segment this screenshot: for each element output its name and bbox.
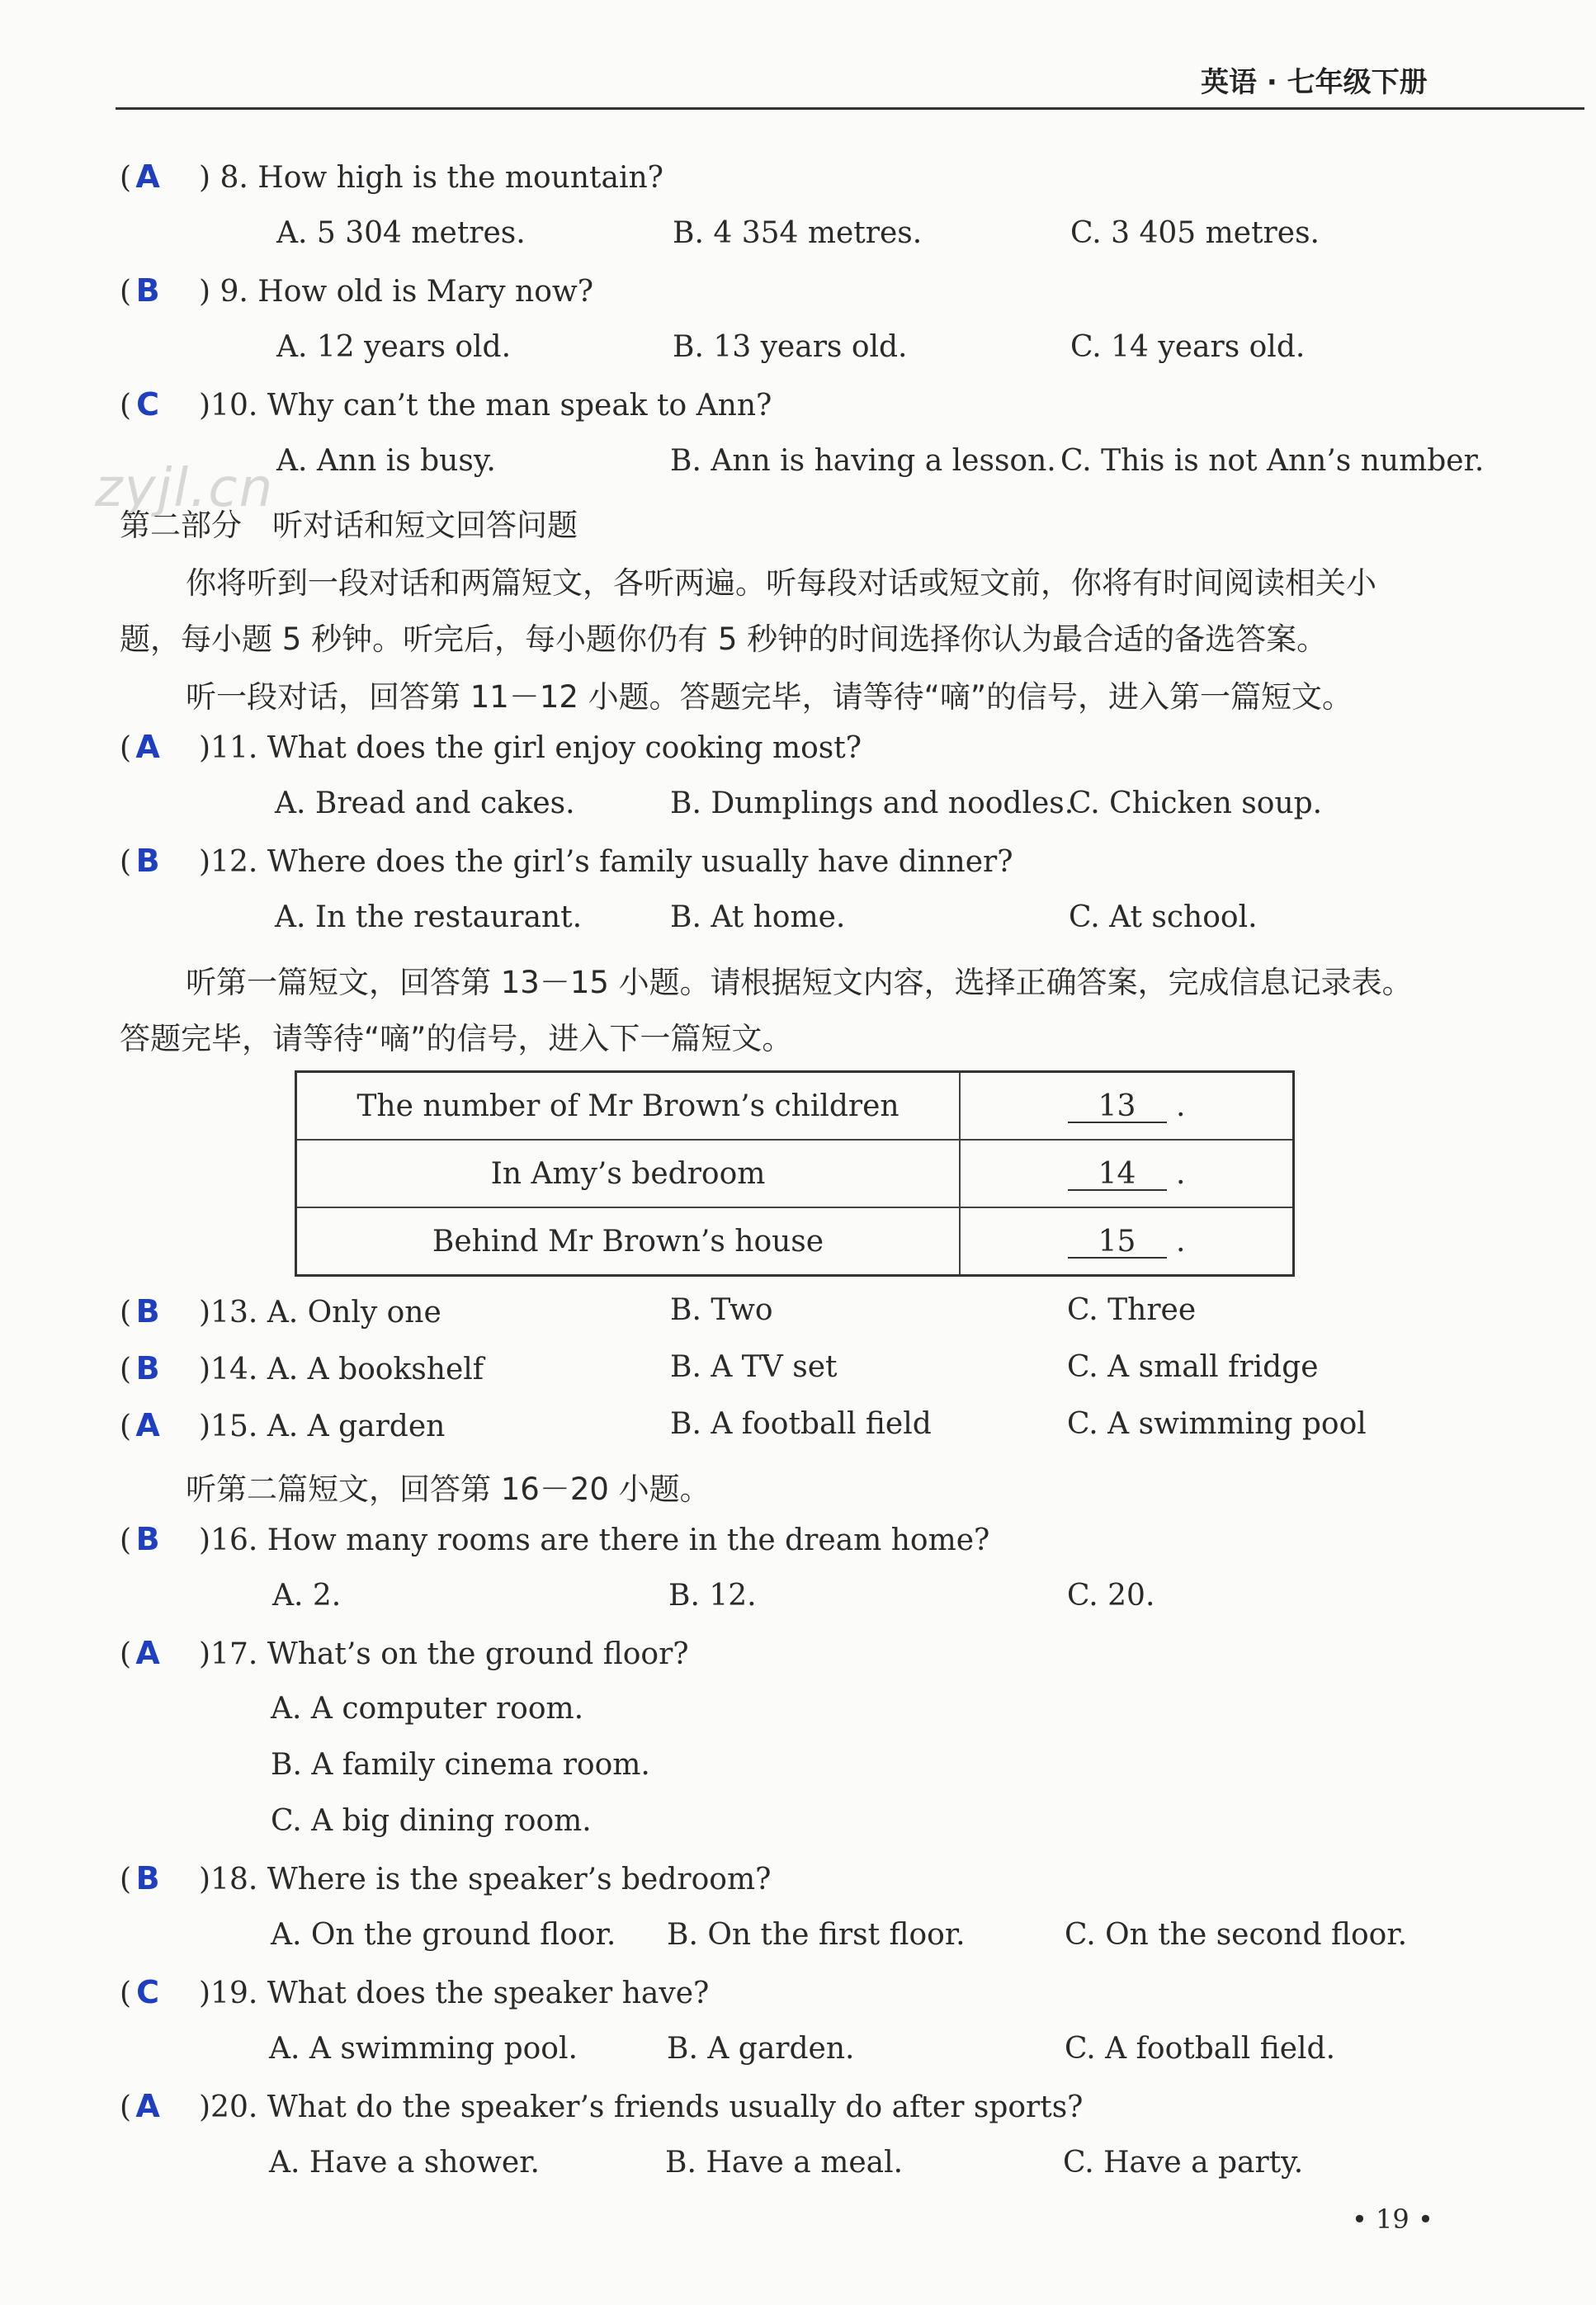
answer-14: B	[135, 1350, 160, 1386]
option: C. 14 years old.	[1070, 330, 1306, 364]
question-14: ( B )14. A. A bookshelf	[120, 1350, 484, 1386]
option: C. 3 405 metres.	[1070, 216, 1320, 250]
question-12: ( B )12. Where does the girl’s family usually have dinner?	[120, 843, 1013, 879]
question-19: ( C )19. What does the speaker have?	[120, 1974, 710, 2010]
answer-17: A	[135, 1635, 160, 1671]
question-18: ( B )18. Where is the speaker’s bedroom?	[120, 1860, 772, 1896]
option: B. 4 354 metres.	[673, 216, 923, 250]
watermark: zyjl.cn	[95, 458, 275, 519]
table-blank-cell: 14 .	[960, 1140, 1294, 1207]
option: A. Only one	[267, 1296, 441, 1330]
option: C. A football field.	[1065, 2032, 1336, 2066]
blank: 13	[1068, 1092, 1167, 1123]
table-label: In Amy’s bedroom	[296, 1140, 961, 1207]
answer-9: B	[135, 272, 160, 309]
option: A. Ann is busy.	[276, 444, 496, 478]
table-row	[296, 1207, 1294, 1276]
instruction-2a: 听第一篇短文，回答第 13－15 小题。请根据短文内容，选择正确答案，完成信息记录表。	[186, 965, 1413, 1000]
section-title: 第二部分 听对话和短文回答问题	[120, 508, 578, 543]
table-row	[296, 1072, 1294, 1141]
option: B. 12.	[668, 1579, 757, 1613]
table-blank-cell: 13 .	[960, 1072, 1294, 1141]
option: A. Have a shower.	[269, 2146, 540, 2180]
option: C. 20.	[1067, 1579, 1155, 1613]
instruction-1: 听一段对话，回答第 11－12 小题。答题完毕，请等待“嘀”的信号，进入第一篇短文。	[186, 679, 1353, 715]
option: B. Two	[670, 1293, 773, 1327]
option: A. On the ground floor.	[271, 1918, 616, 1952]
option: B. At home.	[670, 900, 846, 934]
option: C. A small fridge	[1067, 1350, 1319, 1384]
option: B. A family cinema room.	[271, 1748, 650, 1782]
option: A. Bread and cakes.	[275, 786, 575, 820]
option: B. A garden.	[667, 2032, 855, 2066]
question-10-text: Why can’t the man speak to Ann?	[267, 389, 772, 423]
question-15: ( A )15. A. A garden	[120, 1407, 446, 1443]
answer-18: B	[135, 1860, 160, 1896]
answer-11: A	[135, 729, 160, 765]
option: B. 13 years old.	[673, 330, 908, 364]
option: A. 5 304 metres.	[276, 216, 526, 250]
option: A. 12 years old.	[276, 330, 512, 364]
question-8-text: How high is the mountain?	[257, 161, 663, 195]
header-rule	[116, 107, 1584, 110]
table-blank-cell: 15 .	[960, 1207, 1294, 1276]
question-17-text: What’s on the ground floor?	[267, 1637, 689, 1671]
option: A. A computer room.	[271, 1692, 584, 1726]
table-row	[296, 1140, 1294, 1207]
question-20: ( A )20. What do the speaker’s friends usually do after sports?	[120, 2088, 1084, 2124]
option: C. Three	[1067, 1293, 1197, 1327]
option: B. Have a meal.	[665, 2146, 904, 2180]
blank: 15	[1068, 1227, 1167, 1259]
question-13: ( B )13. A. Only one	[120, 1293, 441, 1330]
blank: 14	[1068, 1160, 1167, 1191]
question-17: ( A )17. What’s on the ground floor?	[120, 1635, 689, 1671]
answer-16: B	[135, 1521, 160, 1557]
info-record-table	[295, 1070, 1295, 1277]
page-number: • 19 •	[1352, 2203, 1433, 2235]
option: C. At school.	[1069, 900, 1258, 934]
question-18-text: Where is the speaker’s bedroom?	[267, 1863, 772, 1896]
answer-20: A	[135, 2088, 160, 2124]
question-10: ( C )10. Why can’t the man speak to Ann?	[120, 386, 772, 423]
question-12-text: Where does the girl’s family usually have dinner?	[267, 845, 1013, 879]
question-20-text: What do the speaker’s friends usually do after sports?	[267, 2090, 1084, 2124]
question-19-text: What does the speaker have?	[267, 1977, 710, 2010]
answer-13: B	[135, 1293, 160, 1330]
answer-10: C	[136, 386, 159, 423]
table-label: Behind Mr Brown’s house	[296, 1207, 961, 1276]
option: C. Chicken soup.	[1069, 786, 1323, 820]
option: C. On the second floor.	[1065, 1918, 1408, 1952]
header-title: 英语 · 七年级下册	[1201, 66, 1428, 99]
option: B. A TV set	[670, 1350, 838, 1384]
answer-15: A	[135, 1407, 160, 1443]
intro-line-2: 题，每小题 5 秒钟。听完后，每小题你仍有 5 秒钟的时间选择你认为最合适的备选答案。	[120, 621, 1328, 657]
option: B. Ann is having a lesson.	[670, 444, 1056, 478]
option: B. Dumplings and noodles.	[670, 786, 1074, 820]
option: A. 2.	[272, 1579, 342, 1613]
intro-line-1: 你将听到一段对话和两篇短文，各听两遍。听每段对话或短文前，你将有时间阅读相关小	[186, 565, 1376, 601]
instruction-3: 听第二篇短文，回答第 16－20 小题。	[186, 1471, 711, 1507]
answer-8: A	[135, 158, 160, 195]
question-11-text: What does the girl enjoy cooking most?	[267, 731, 862, 765]
question-8: ( A ) 8. How high is the mountain?	[120, 158, 663, 195]
open-paren: ( A	[120, 158, 194, 195]
question-16: ( B )16. How many rooms are there in the dream home?	[120, 1521, 990, 1557]
option: C. A big dining room.	[271, 1804, 592, 1838]
question-9-text: How old is Mary now?	[257, 275, 594, 309]
option: C. A swimming pool	[1067, 1407, 1367, 1441]
answer-12: B	[135, 843, 160, 879]
option: B. On the first floor.	[667, 1918, 966, 1952]
answer-19: C	[136, 1974, 159, 2010]
question-16-text: How many rooms are there in the dream home?	[267, 1523, 990, 1557]
option: A. In the restaurant.	[275, 900, 583, 934]
question-11: ( A )11. What does the girl enjoy cooking most?	[120, 729, 862, 765]
option: B. A football field	[670, 1407, 932, 1441]
option: A. A swimming pool.	[269, 2032, 578, 2066]
option: A. A garden	[267, 1410, 446, 1443]
option: A. A bookshelf	[267, 1353, 484, 1386]
table-label: The number of Mr Brown’s children	[296, 1072, 961, 1141]
option: C. Have a party.	[1063, 2146, 1304, 2180]
option: C. This is not Ann’s number.	[1060, 444, 1485, 478]
question-9: ( B ) 9. How old is Mary now?	[120, 272, 594, 309]
instruction-2b: 答题完毕，请等待“嘀”的信号，进入下一篇短文。	[120, 1021, 793, 1056]
